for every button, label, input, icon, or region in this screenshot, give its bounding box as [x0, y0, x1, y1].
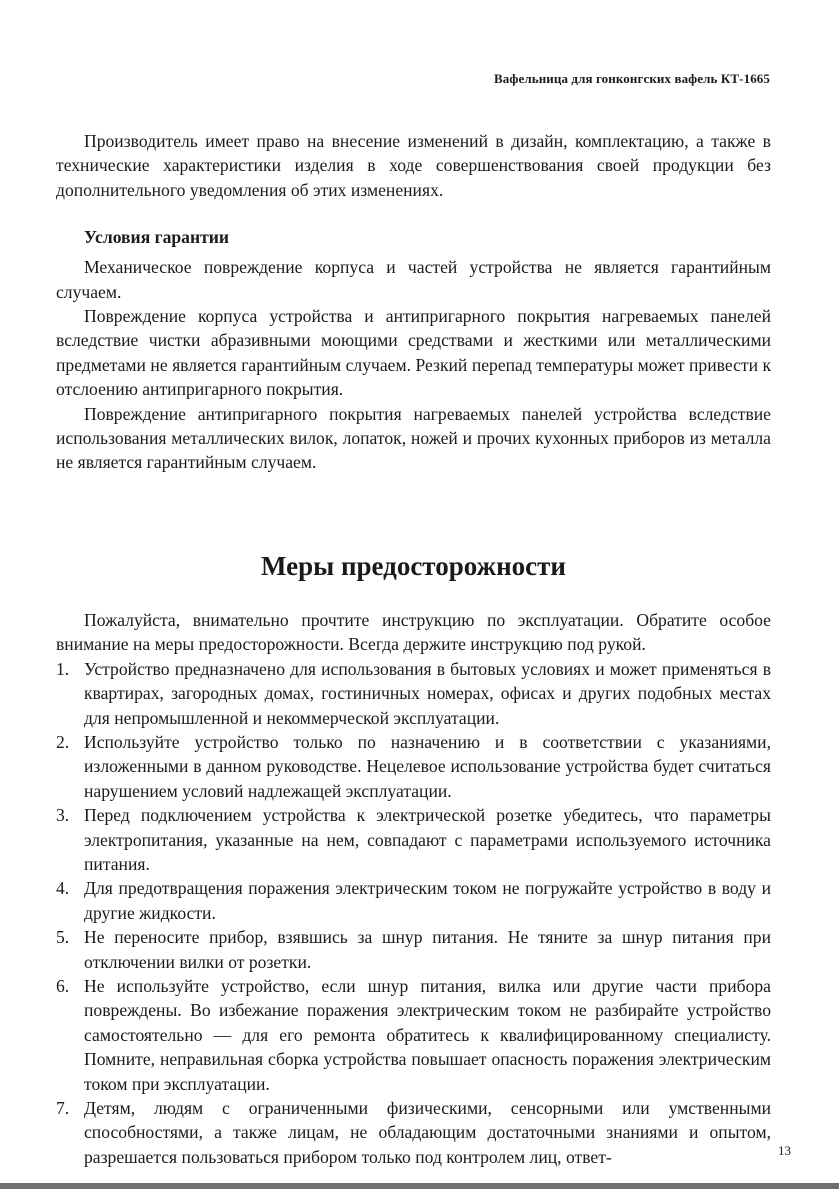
item-number: 6.	[56, 975, 70, 996]
item-text: Перед подключением устройства к электрической розетке убедитесь, что параметры электропитания, указанные на нем, совпадают с параметрами используемого источника питания.	[84, 805, 771, 874]
list-item	[56, 657, 771, 730]
list-item	[56, 974, 771, 1096]
page-content	[56, 129, 771, 1169]
list-item	[56, 876, 771, 925]
running-header: Вафельница для гонконгских вафель КТ-1665	[494, 71, 770, 86]
warranty-paragraph: Повреждение корпуса устройства и антипригарного покрытия нагреваемых панелей вследствие чистки абразивными моющими средствами и жесткими или металлическими предметами не является гарантийным случаем. Резкий перепад температуры может привести к отслоению антипригарного покрытия.	[56, 306, 771, 400]
section-title: Меры предосторожности	[261, 550, 566, 581]
intro-paragraph: Производитель имеет право на внесение изменений в дизайн, комплектацию, а также в технические характеристики изделия в ходе совершенствования своей продукции без дополнительного уведомления об этих изменениях.	[56, 131, 771, 200]
bottom-divider	[0, 1183, 839, 1189]
list-item	[56, 925, 771, 974]
list-item	[56, 1096, 771, 1169]
item-number: 7.	[56, 1098, 70, 1118]
item-number: 5.	[56, 927, 70, 948]
warranty-heading: Условия гарантии	[84, 227, 230, 248]
item-number: 4.	[56, 878, 70, 899]
item-text: Используйте устройство только по назначению и в соответствии с указаниями, изложенными в данном руководстве. Нецелевое использование устройства будет считаться нарушением условий надлежащей эксплуатации.	[84, 731, 771, 801]
warranty-paragraph: Механическое повреждение корпуса и частей устройства не является гарантийным случаем.	[56, 257, 771, 302]
item-number: 2.	[56, 731, 70, 752]
list-item	[56, 730, 771, 803]
list-item	[56, 803, 771, 876]
precautions-list	[56, 657, 771, 1170]
item-number: 3.	[56, 805, 70, 826]
precautions-intro: Пожалуйста, внимательно прочтите инструкцию по эксплуатации. Обратите особое внимание на меры предосторожности. Всегда держите инструкцию под рукой.	[56, 609, 771, 655]
item-text: Для предотвращения поражения электрическим током не погружайте устройство в воду и другие жидкости.	[84, 878, 771, 923]
item-number: 1.	[56, 658, 70, 679]
item-text: Детям, людям с ограниченными физическими, сенсорными или умственными способностями, а также лицам, не обладающим достаточными знаниями и опытом, разрешается пользоваться прибором только под контролем лиц, ответ-	[84, 1098, 771, 1167]
item-text: Устройство предназначено для использования в бытовых условиях и может применяться в квартирах, загородных домах, гостиничных номерах, офисах и других подобных местах для непромышленной и некоммерческой эксплуатации.	[84, 658, 771, 728]
item-text: Не переносите прибор, взявшись за шнур питания. Не тяните за шнур питания при отключении вилки от розетки.	[84, 927, 771, 972]
page-number: 13	[778, 1143, 791, 1158]
warranty-paragraph: Повреждение антипригарного покрытия нагреваемых панелей устройства вследствие использования металлических вилок, лопаток, ножей и прочих кухонных приборов из металла не является гарантийным случаем.	[56, 403, 771, 473]
item-text: Не используйте устройство, если шнур питания, вилка или другие части прибора повреждены. Во избежание поражения электрическим током не разбирайте устройство самостоятельно — для его ремонта обратитесь к квалифицированному специалисту. Помните, неправильная сборка устройства повышает опасность поражения электрическим током при эксплуатации.	[84, 975, 771, 1094]
